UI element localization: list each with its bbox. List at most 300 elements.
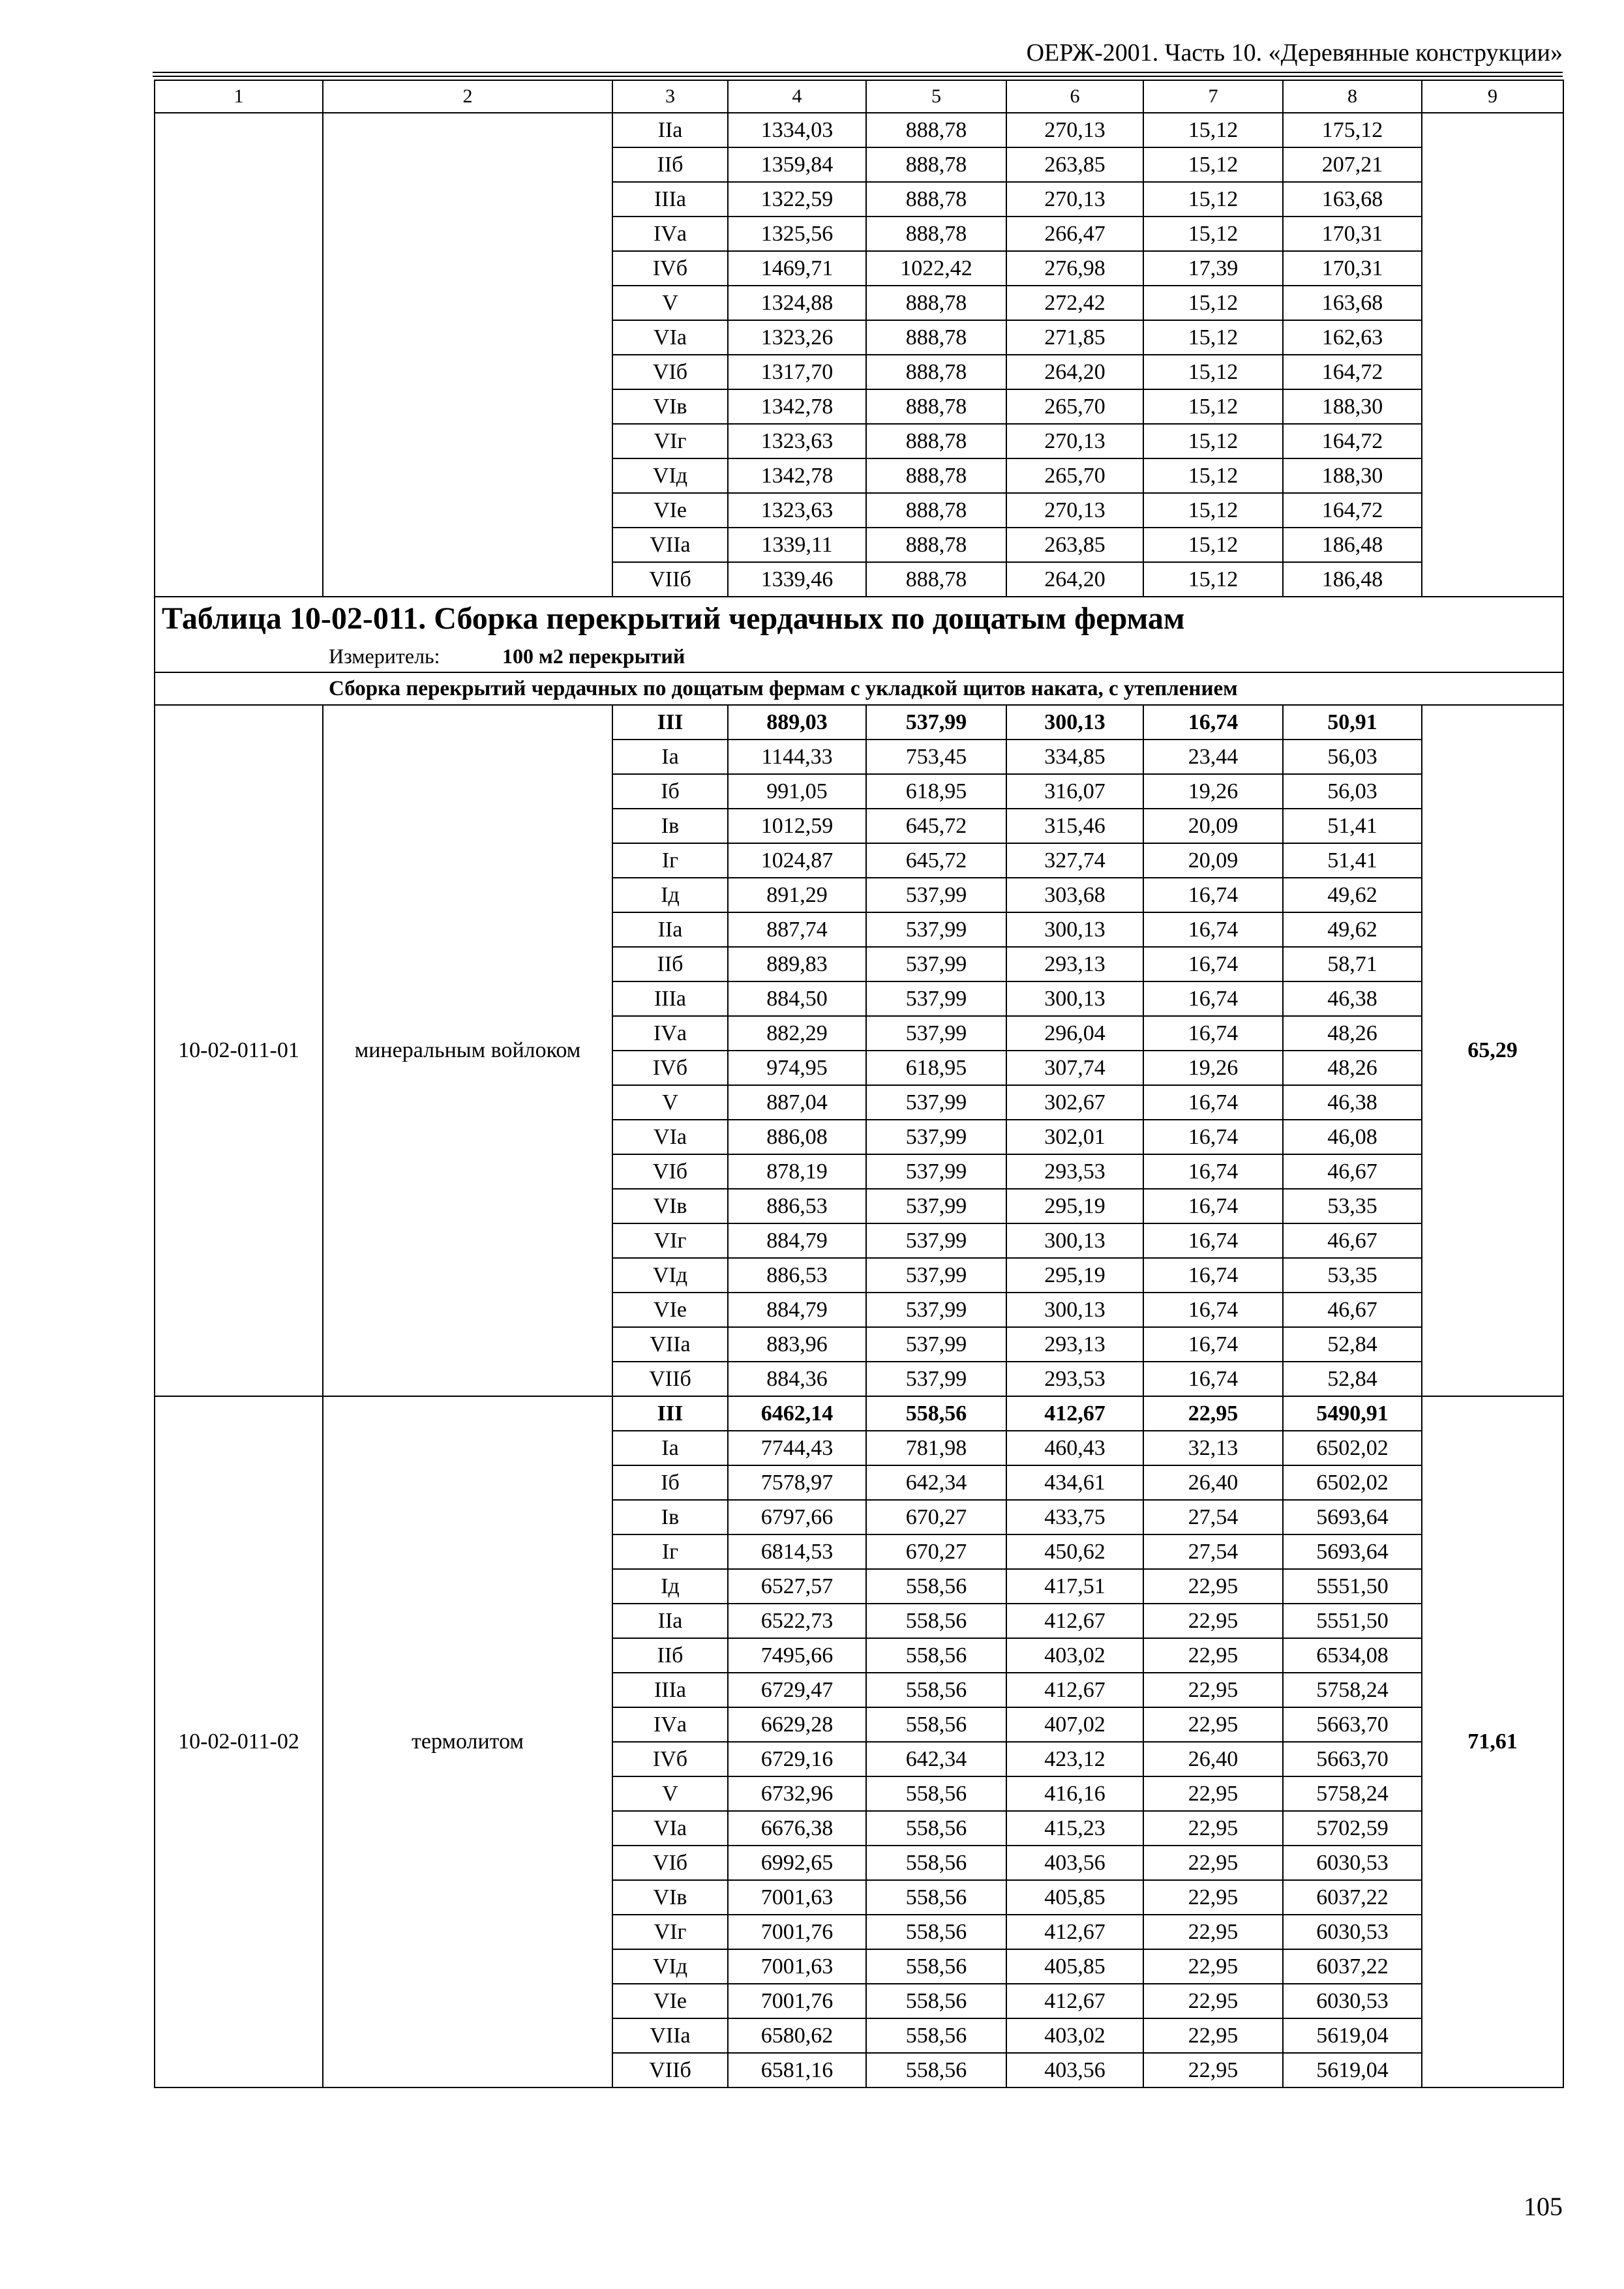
rate-value: 537,99 <box>866 1293 1006 1327</box>
rate-value: 888,78 <box>866 147 1006 182</box>
rate-value: 300,13 <box>1006 1293 1143 1327</box>
rate-value: 163,68 <box>1283 182 1422 217</box>
rate-value: 887,74 <box>728 912 866 947</box>
rate-value: 15,12 <box>1143 493 1283 528</box>
rate-value: 991,05 <box>728 774 866 809</box>
rate-value: 884,79 <box>728 1293 866 1327</box>
page-number: 105 <box>1524 2192 1563 2221</box>
rate-value: 558,56 <box>866 1915 1006 1949</box>
rate-code: 10-02-011-01 <box>155 705 323 1396</box>
table-subtitle: Сборка перекрытий чердачных по дощатым фермам с укладкой щитов наката, с утеплением <box>155 672 1563 705</box>
rate-value: 6581,16 <box>728 2053 866 2087</box>
territory-zone: VIIб <box>612 1362 728 1396</box>
rate-value: 403,56 <box>1006 2053 1143 2087</box>
rate-name: термолитом <box>323 1396 612 2087</box>
column-number: 5 <box>866 80 1006 113</box>
column-number: 1 <box>155 80 323 113</box>
rate-value: 16,74 <box>1143 1223 1283 1258</box>
rate-value: 5663,70 <box>1283 1742 1422 1776</box>
rate-value: 20,09 <box>1143 843 1283 878</box>
rate-value: 1024,87 <box>728 843 866 878</box>
rate-value: 46,67 <box>1283 1223 1422 1258</box>
rate-value: 15,12 <box>1143 458 1283 493</box>
rate-value: 316,07 <box>1006 774 1143 809</box>
territory-zone: IVа <box>612 217 728 251</box>
column-number: 2 <box>323 80 612 113</box>
rate-value: 403,02 <box>1006 1638 1143 1673</box>
rate-value: 884,36 <box>728 1362 866 1396</box>
territory-zone: VIе <box>612 1293 728 1327</box>
rate-value: 266,47 <box>1006 217 1143 251</box>
rate-value: 207,21 <box>1283 147 1422 182</box>
territory-zone: Iа <box>612 1431 728 1465</box>
rate-value: 5693,64 <box>1283 1500 1422 1534</box>
territory-zone: VIIа <box>612 1327 728 1362</box>
rate-value: 6030,53 <box>1283 1984 1422 2018</box>
rate-value: 1323,63 <box>728 424 866 458</box>
rate-value: 22,95 <box>1143 1776 1283 1811</box>
rate-value: 46,67 <box>1283 1293 1422 1327</box>
rate-value: 22,95 <box>1143 1569 1283 1604</box>
rate-value: 15,12 <box>1143 528 1283 562</box>
territory-zone: IIб <box>612 1638 728 1673</box>
rate-value: 295,19 <box>1006 1189 1143 1223</box>
rate-value: 293,13 <box>1006 947 1143 981</box>
rates-table <box>154 80 1564 2088</box>
rate-value: 888,78 <box>866 493 1006 528</box>
rate-value: 302,01 <box>1006 1120 1143 1154</box>
rate-value: 883,96 <box>728 1327 866 1362</box>
rate-value: 296,04 <box>1006 1016 1143 1051</box>
rate-value: 1339,11 <box>728 528 866 562</box>
rate-value: 537,99 <box>866 1362 1006 1396</box>
rate-value: 6732,96 <box>728 1776 866 1811</box>
territory-zone: IIIа <box>612 981 728 1016</box>
rate-value: 558,56 <box>866 1604 1006 1638</box>
territory-zone: VIIб <box>612 2053 728 2087</box>
rate-value: 7001,63 <box>728 1949 866 1984</box>
rate-value: 412,67 <box>1006 1396 1143 1431</box>
territory-zone: VIб <box>612 1154 728 1189</box>
territory-zone: VIIб <box>612 562 728 597</box>
rate-value: 7001,63 <box>728 1880 866 1915</box>
rate-value: 645,72 <box>866 809 1006 843</box>
rate-value: 460,43 <box>1006 1431 1143 1465</box>
rate-value: 46,08 <box>1283 1120 1422 1154</box>
rate-value: 6729,16 <box>728 1742 866 1776</box>
territory-zone: VIд <box>612 458 728 493</box>
territory-zone: V <box>612 286 728 320</box>
rate-value: 26,40 <box>1143 1742 1283 1776</box>
column-number: 6 <box>1006 80 1143 113</box>
meter-row <box>155 640 1563 672</box>
running-header: ОЕРЖ-2001. Часть 10. «Деревянные конструкции» <box>1026 39 1563 67</box>
rate-value: 434,61 <box>1006 1465 1143 1500</box>
territory-zone: Iв <box>612 809 728 843</box>
rate-value: 16,74 <box>1143 878 1283 912</box>
rate-value: 888,78 <box>866 528 1006 562</box>
territory-zone: VIIа <box>612 528 728 562</box>
rate-value: 307,74 <box>1006 1051 1143 1085</box>
rate-value: 412,67 <box>1006 1673 1143 1707</box>
rate-value: 16,74 <box>1143 912 1283 947</box>
table-subtitle-row <box>155 672 1563 705</box>
rate-value: 52,84 <box>1283 1362 1422 1396</box>
territory-zone: IVб <box>612 251 728 286</box>
rate-value: 56,03 <box>1283 774 1422 809</box>
rate-value: 7001,76 <box>728 1984 866 2018</box>
rate-value: 423,12 <box>1006 1742 1143 1776</box>
rate-value: 1342,78 <box>728 458 866 493</box>
rate-value: 52,84 <box>1283 1327 1422 1362</box>
rate-value: 49,62 <box>1283 912 1422 947</box>
territory-zone: VIе <box>612 1984 728 2018</box>
rate-value: 170,31 <box>1283 217 1422 251</box>
rate-value: 6030,53 <box>1283 1915 1422 1949</box>
rate-value: 6992,65 <box>728 1846 866 1880</box>
rate-value: 537,99 <box>866 705 1006 740</box>
territory-zone: VIг <box>612 1915 728 1949</box>
territory-zone: VIа <box>612 1120 728 1154</box>
rate-value: 558,56 <box>866 1776 1006 1811</box>
column-number: 9 <box>1422 80 1563 113</box>
rate-value: 416,16 <box>1006 1776 1143 1811</box>
rate-value: 265,70 <box>1006 458 1143 493</box>
meter-label: Измеритель: <box>329 644 440 668</box>
header-rule-double <box>153 76 1563 77</box>
territory-zone: VIв <box>612 389 728 424</box>
rate-value: 293,53 <box>1006 1362 1143 1396</box>
rate-value: 15,12 <box>1143 286 1283 320</box>
rate-value: 263,85 <box>1006 147 1143 182</box>
rate-value: 15,12 <box>1143 182 1283 217</box>
rate-value: 270,13 <box>1006 113 1143 147</box>
rate-value: 558,56 <box>866 1396 1006 1431</box>
rate-value: 5693,64 <box>1283 1534 1422 1569</box>
meter-value: 100 м2 перекрытий <box>502 644 685 668</box>
rate-value: 888,78 <box>866 320 1006 355</box>
territory-zone: VIв <box>612 1880 728 1915</box>
rate-value: 162,63 <box>1283 320 1422 355</box>
territory-zone: Iд <box>612 1569 728 1604</box>
rate-value: 22,95 <box>1143 2018 1283 2053</box>
rate-value: 16,74 <box>1143 1154 1283 1189</box>
rate-value: 315,46 <box>1006 809 1143 843</box>
rate-code: 10-02-011-02 <box>155 1396 323 2087</box>
rate-value: 886,08 <box>728 1120 866 1154</box>
rate-value: 16,74 <box>1143 1327 1283 1362</box>
rate-value: 618,95 <box>866 774 1006 809</box>
territory-zone: VIIа <box>612 2018 728 2053</box>
rate-value: 32,13 <box>1143 1431 1283 1465</box>
rate-value: 888,78 <box>866 389 1006 424</box>
rate-value: 7578,97 <box>728 1465 866 1500</box>
rate-value: 887,04 <box>728 1085 866 1120</box>
rate-value: 15,12 <box>1143 562 1283 597</box>
labor-cost: 71,61 <box>1422 1396 1563 2087</box>
rate-value: 1342,78 <box>728 389 866 424</box>
territory-zone: Iв <box>612 1500 728 1534</box>
rate-value: 1012,59 <box>728 809 866 843</box>
rate-value: 558,56 <box>866 1638 1006 1673</box>
rate-value: 16,74 <box>1143 1120 1283 1154</box>
rate-value: 5490,91 <box>1283 1396 1422 1431</box>
rate-value: 16,74 <box>1143 1362 1283 1396</box>
territory-zone: VIг <box>612 424 728 458</box>
rate-value: 537,99 <box>866 1154 1006 1189</box>
rate-value: 558,56 <box>866 1569 1006 1604</box>
territory-zone: IIа <box>612 1604 728 1638</box>
continuation-name-cell <box>323 113 612 597</box>
rate-value: 51,41 <box>1283 809 1422 843</box>
rate-value: 886,53 <box>728 1189 866 1223</box>
rate-value: 753,45 <box>866 740 1006 774</box>
rate-value: 295,19 <box>1006 1258 1143 1293</box>
rate-value: 974,95 <box>728 1051 866 1085</box>
rate-value: 46,38 <box>1283 1085 1422 1120</box>
territory-zone: IIIа <box>612 182 728 217</box>
rate-value: 164,72 <box>1283 424 1422 458</box>
rate-value: 50,91 <box>1283 705 1422 740</box>
rate-value: 537,99 <box>866 1189 1006 1223</box>
rate-value: 6797,66 <box>728 1500 866 1534</box>
rate-value: 888,78 <box>866 355 1006 389</box>
rate-value: 27,54 <box>1143 1534 1283 1569</box>
rate-value: 56,03 <box>1283 740 1422 774</box>
rate-value: 7001,76 <box>728 1915 866 1949</box>
rate-value: 48,26 <box>1283 1051 1422 1085</box>
rate-value: 6580,62 <box>728 2018 866 2053</box>
rate-value: 300,13 <box>1006 705 1143 740</box>
rate-value: 15,12 <box>1143 147 1283 182</box>
rate-value: 407,02 <box>1006 1707 1143 1742</box>
rate-value: 270,13 <box>1006 182 1143 217</box>
rate-value: 22,95 <box>1143 1638 1283 1673</box>
rate-value: 884,79 <box>728 1223 866 1258</box>
rate-value: 16,74 <box>1143 705 1283 740</box>
rate-value: 1334,03 <box>728 113 866 147</box>
rate-value: 891,29 <box>728 878 866 912</box>
rate-value: 15,12 <box>1143 320 1283 355</box>
rate-value: 5758,24 <box>1283 1776 1422 1811</box>
rate-value: 16,74 <box>1143 947 1283 981</box>
rate-name: минеральным войлоком <box>323 705 612 1396</box>
rate-value: 433,75 <box>1006 1500 1143 1534</box>
table-row <box>155 705 1563 740</box>
rate-value: 22,95 <box>1143 1846 1283 1880</box>
rate-value: 6729,47 <box>728 1673 866 1707</box>
rate-value: 537,99 <box>866 1258 1006 1293</box>
rate-value: 888,78 <box>866 424 1006 458</box>
rate-value: 58,71 <box>1283 947 1422 981</box>
table-row <box>155 1396 1563 1431</box>
territory-zone: VIе <box>612 493 728 528</box>
table-title-row <box>155 597 1563 640</box>
rate-value: 22,95 <box>1143 1915 1283 1949</box>
meter-cell <box>155 640 1563 672</box>
territory-zone: Iд <box>612 878 728 912</box>
rate-value: 6814,53 <box>728 1534 866 1569</box>
rate-value: 405,85 <box>1006 1880 1143 1915</box>
rate-value: 16,74 <box>1143 1085 1283 1120</box>
rate-value: 49,62 <box>1283 878 1422 912</box>
rate-value: 175,12 <box>1283 113 1422 147</box>
rate-value: 5619,04 <box>1283 2053 1422 2087</box>
rate-value: 670,27 <box>866 1500 1006 1534</box>
rate-value: 27,54 <box>1143 1500 1283 1534</box>
rate-value: 6037,22 <box>1283 1949 1422 1984</box>
rate-value: 6534,08 <box>1283 1638 1422 1673</box>
territory-zone: VIа <box>612 320 728 355</box>
rate-value: 170,31 <box>1283 251 1422 286</box>
rate-value: 6030,53 <box>1283 1846 1422 1880</box>
column-number-row <box>155 80 1563 113</box>
territory-zone: Iб <box>612 774 728 809</box>
territory-zone: Iа <box>612 740 728 774</box>
rate-value: 164,72 <box>1283 493 1422 528</box>
table-title: Таблица 10-02-011. Сборка перекрытий чердачных по дощатым фермам <box>155 597 1563 640</box>
rate-value: 6522,73 <box>728 1604 866 1638</box>
rate-value: 1144,33 <box>728 740 866 774</box>
rate-value: 22,95 <box>1143 1673 1283 1707</box>
rate-value: 412,67 <box>1006 1915 1143 1949</box>
rate-value: 1324,88 <box>728 286 866 320</box>
rate-value: 537,99 <box>866 1223 1006 1258</box>
territory-zone: Iг <box>612 1534 728 1569</box>
rate-value: 188,30 <box>1283 458 1422 493</box>
territory-zone: III <box>612 705 728 740</box>
rate-value: 26,40 <box>1143 1465 1283 1500</box>
territory-zone: IIб <box>612 947 728 981</box>
rate-value: 415,23 <box>1006 1811 1143 1846</box>
rate-value: 19,26 <box>1143 774 1283 809</box>
rate-value: 15,12 <box>1143 217 1283 251</box>
rate-value: 186,48 <box>1283 562 1422 597</box>
column-number: 4 <box>728 80 866 113</box>
rate-value: 1323,26 <box>728 320 866 355</box>
rate-value: 300,13 <box>1006 981 1143 1016</box>
territory-zone: IIа <box>612 113 728 147</box>
rate-value: 618,95 <box>866 1051 1006 1085</box>
rate-value: 17,39 <box>1143 251 1283 286</box>
rate-value: 403,02 <box>1006 2018 1143 2053</box>
rate-value: 16,74 <box>1143 981 1283 1016</box>
rate-value: 558,56 <box>866 1811 1006 1846</box>
rate-value: 7495,66 <box>728 1638 866 1673</box>
rate-value: 5702,59 <box>1283 1811 1422 1846</box>
rate-value: 272,42 <box>1006 286 1143 320</box>
rate-value: 22,95 <box>1143 1604 1283 1638</box>
rate-value: 6502,02 <box>1283 1431 1422 1465</box>
rate-value: 888,78 <box>866 458 1006 493</box>
rate-value: 22,95 <box>1143 1949 1283 1984</box>
rate-value: 23,44 <box>1143 740 1283 774</box>
rate-value: 537,99 <box>866 981 1006 1016</box>
territory-zone: IVа <box>612 1707 728 1742</box>
rate-value: 405,85 <box>1006 1949 1143 1984</box>
rate-value: 293,53 <box>1006 1154 1143 1189</box>
rate-value: 888,78 <box>866 286 1006 320</box>
rate-value: 417,51 <box>1006 1569 1143 1604</box>
territory-zone: III <box>612 1396 728 1431</box>
rate-value: 46,38 <box>1283 981 1422 1016</box>
rate-value: 7744,43 <box>728 1431 866 1465</box>
rate-value: 264,20 <box>1006 562 1143 597</box>
territory-zone: Iб <box>612 1465 728 1500</box>
rate-value: 558,56 <box>866 1707 1006 1742</box>
rate-value: 1317,70 <box>728 355 866 389</box>
rate-value: 558,56 <box>866 2018 1006 2053</box>
rate-value: 450,62 <box>1006 1534 1143 1569</box>
rates-table-body <box>155 80 1563 2087</box>
rate-value: 19,26 <box>1143 1051 1283 1085</box>
rate-value: 6502,02 <box>1283 1465 1422 1500</box>
rate-value: 1359,84 <box>728 147 866 182</box>
rate-value: 403,56 <box>1006 1846 1143 1880</box>
rate-value: 537,99 <box>866 878 1006 912</box>
territory-zone: IVа <box>612 1016 728 1051</box>
rate-value: 300,13 <box>1006 912 1143 947</box>
rate-value: 1022,42 <box>866 251 1006 286</box>
rate-value: 53,35 <box>1283 1189 1422 1223</box>
rate-value: 670,27 <box>866 1534 1006 1569</box>
rate-value: 270,13 <box>1006 424 1143 458</box>
rate-value: 878,19 <box>728 1154 866 1189</box>
territory-zone: V <box>612 1085 728 1120</box>
rate-value: 645,72 <box>866 843 1006 878</box>
rate-value: 16,74 <box>1143 1189 1283 1223</box>
rate-value: 537,99 <box>866 912 1006 947</box>
rate-value: 22,95 <box>1143 1811 1283 1846</box>
rate-value: 642,34 <box>866 1742 1006 1776</box>
rate-value: 15,12 <box>1143 355 1283 389</box>
rate-value: 22,95 <box>1143 1984 1283 2018</box>
territory-zone: VIа <box>612 1811 728 1846</box>
rate-value: 1325,56 <box>728 217 866 251</box>
labor-cost: 65,29 <box>1422 705 1563 1396</box>
rate-value: 270,13 <box>1006 493 1143 528</box>
rate-value: 293,13 <box>1006 1327 1143 1362</box>
rate-value: 302,67 <box>1006 1085 1143 1120</box>
rate-value: 6676,38 <box>728 1811 866 1846</box>
rate-value: 888,78 <box>866 562 1006 597</box>
rate-value: 558,56 <box>866 2053 1006 2087</box>
rate-value: 1469,71 <box>728 251 866 286</box>
column-number: 8 <box>1283 80 1422 113</box>
rate-value: 51,41 <box>1283 843 1422 878</box>
rate-value: 537,99 <box>866 1085 1006 1120</box>
rate-value: 781,98 <box>866 1431 1006 1465</box>
rate-value: 264,20 <box>1006 355 1143 389</box>
rate-value: 5663,70 <box>1283 1707 1422 1742</box>
territory-zone: VIг <box>612 1223 728 1258</box>
rate-value: 558,56 <box>866 1673 1006 1707</box>
territory-zone: Iг <box>612 843 728 878</box>
rate-value: 16,74 <box>1143 1293 1283 1327</box>
rate-value: 5758,24 <box>1283 1673 1422 1707</box>
rate-value: 163,68 <box>1283 286 1422 320</box>
rate-value: 1323,63 <box>728 493 866 528</box>
rate-value: 300,13 <box>1006 1223 1143 1258</box>
rate-value: 5551,50 <box>1283 1569 1422 1604</box>
rate-value: 263,85 <box>1006 528 1143 562</box>
rate-value: 188,30 <box>1283 389 1422 424</box>
rate-value: 5619,04 <box>1283 2018 1422 2053</box>
rate-value: 1322,59 <box>728 182 866 217</box>
rate-value: 22,95 <box>1143 2053 1283 2087</box>
territory-zone: IIб <box>612 147 728 182</box>
rate-value: 5551,50 <box>1283 1604 1422 1638</box>
